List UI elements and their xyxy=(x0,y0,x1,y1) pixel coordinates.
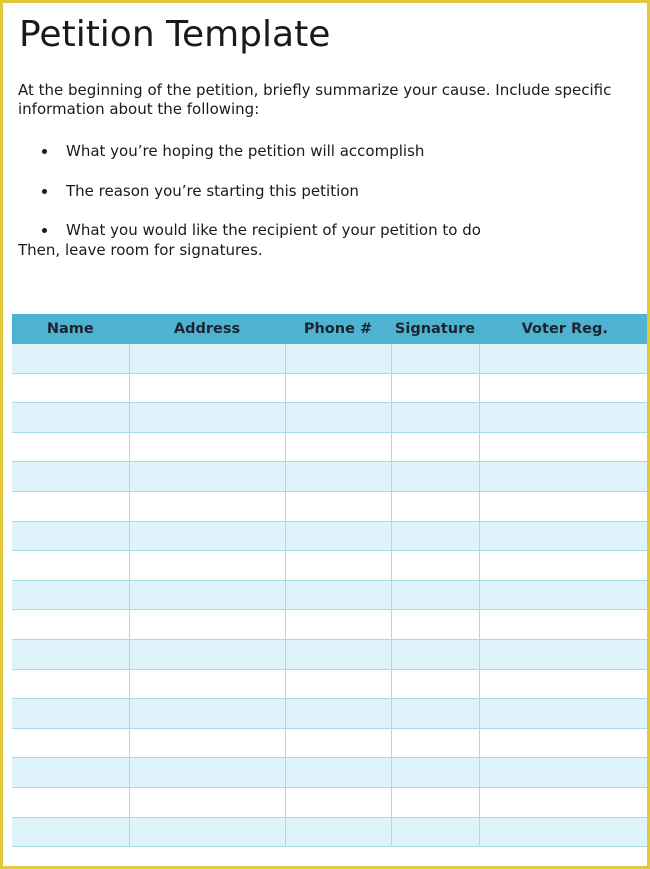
table-cell[interactable] xyxy=(285,551,391,581)
closing-text: Then, leave room for signatures. xyxy=(18,241,263,259)
table-row xyxy=(12,373,650,403)
table-cell[interactable] xyxy=(285,491,391,521)
table-cell[interactable] xyxy=(391,403,479,433)
table-cell[interactable] xyxy=(12,344,129,373)
table-cell[interactable] xyxy=(479,699,650,729)
table-cell[interactable] xyxy=(391,432,479,462)
column-header-voter-reg: Voter Reg. xyxy=(479,314,650,344)
table-cell[interactable] xyxy=(479,551,650,581)
list-item xyxy=(18,181,638,201)
bullet-icon xyxy=(42,149,47,154)
table-row xyxy=(12,432,650,462)
table-cell[interactable] xyxy=(285,817,391,847)
signature-rows xyxy=(12,344,650,847)
table-cell[interactable] xyxy=(479,491,650,521)
table-cell[interactable] xyxy=(479,758,650,788)
table-cell[interactable] xyxy=(285,344,391,373)
table-cell[interactable] xyxy=(479,787,650,817)
table-cell[interactable] xyxy=(12,817,129,847)
table-cell[interactable] xyxy=(129,728,285,758)
page-title: Petition Template xyxy=(19,14,331,55)
table-row xyxy=(12,491,650,521)
table-cell[interactable] xyxy=(479,580,650,610)
table-cell[interactable] xyxy=(129,373,285,403)
table-cell[interactable] xyxy=(391,787,479,817)
table-cell[interactable] xyxy=(285,580,391,610)
table-cell[interactable] xyxy=(391,491,479,521)
table-cell[interactable] xyxy=(285,403,391,433)
table-cell[interactable] xyxy=(391,728,479,758)
table-cell[interactable] xyxy=(129,491,285,521)
table-cell[interactable] xyxy=(391,551,479,581)
table-row xyxy=(12,344,650,373)
table-cell[interactable] xyxy=(129,432,285,462)
list-item-text: What you’re hoping the petition will accomplish xyxy=(66,142,425,160)
table-cell[interactable] xyxy=(285,787,391,817)
bullet-icon xyxy=(42,228,47,233)
table-cell[interactable] xyxy=(129,551,285,581)
table-cell[interactable] xyxy=(12,787,129,817)
table-cell[interactable] xyxy=(391,344,479,373)
table-cell[interactable] xyxy=(285,462,391,492)
table-cell[interactable] xyxy=(12,521,129,551)
table-cell[interactable] xyxy=(129,462,285,492)
table-cell[interactable] xyxy=(391,817,479,847)
table-cell[interactable] xyxy=(391,521,479,551)
instruction-list xyxy=(18,141,638,240)
table-cell[interactable] xyxy=(129,817,285,847)
table-cell[interactable] xyxy=(12,610,129,640)
table-row xyxy=(12,669,650,699)
table-cell[interactable] xyxy=(285,758,391,788)
table-row xyxy=(12,699,650,729)
table-cell[interactable] xyxy=(12,373,129,403)
table-cell[interactable] xyxy=(129,669,285,699)
list-item xyxy=(18,220,638,240)
list-item-text: The reason you’re starting this petition xyxy=(66,181,359,200)
table-cell[interactable] xyxy=(129,403,285,433)
signature-table xyxy=(12,314,650,847)
table-cell[interactable] xyxy=(391,580,479,610)
table-cell[interactable] xyxy=(479,373,650,403)
table-row xyxy=(12,758,650,788)
table-cell[interactable] xyxy=(12,580,129,610)
table-row xyxy=(12,639,650,669)
intro-paragraph: At the beginning of the petition, briefly summarize your cause. Include specific information about the following: xyxy=(18,81,612,118)
table-cell[interactable] xyxy=(391,462,479,492)
table-cell[interactable] xyxy=(479,728,650,758)
column-header-name: Name xyxy=(12,314,129,344)
table-cell[interactable] xyxy=(12,639,129,669)
table-cell[interactable] xyxy=(391,669,479,699)
table-row xyxy=(12,403,650,433)
table-cell[interactable] xyxy=(129,639,285,669)
table-cell[interactable] xyxy=(12,728,129,758)
table-cell[interactable] xyxy=(12,758,129,788)
table-cell[interactable] xyxy=(129,580,285,610)
table-cell[interactable] xyxy=(12,551,129,581)
table-cell[interactable] xyxy=(12,462,129,492)
table-cell[interactable] xyxy=(129,758,285,788)
table-cell[interactable] xyxy=(12,432,129,462)
table-cell[interactable] xyxy=(391,639,479,669)
table-header-row xyxy=(12,314,650,344)
table-row xyxy=(12,551,650,581)
table-cell[interactable] xyxy=(285,373,391,403)
table-row xyxy=(12,610,650,640)
column-header-phone: Phone # xyxy=(285,314,391,344)
table-cell[interactable] xyxy=(479,462,650,492)
table-cell[interactable] xyxy=(285,728,391,758)
table-cell[interactable] xyxy=(479,403,650,433)
table-cell[interactable] xyxy=(129,699,285,729)
table-row xyxy=(12,728,650,758)
table-cell[interactable] xyxy=(479,817,650,847)
table-cell[interactable] xyxy=(479,669,650,699)
table-cell[interactable] xyxy=(479,432,650,462)
column-header-signature: Signature xyxy=(391,314,479,344)
table-cell[interactable] xyxy=(12,699,129,729)
table-cell[interactable] xyxy=(285,432,391,462)
table-cell[interactable] xyxy=(479,521,650,551)
table-cell[interactable] xyxy=(129,610,285,640)
table-row xyxy=(12,787,650,817)
bullet-icon xyxy=(42,189,47,194)
table-cell[interactable] xyxy=(129,344,285,373)
table-cell[interactable] xyxy=(391,610,479,640)
table-row xyxy=(12,462,650,492)
table-cell[interactable] xyxy=(391,758,479,788)
list-item xyxy=(18,141,638,161)
table-row xyxy=(12,521,650,551)
table-cell[interactable] xyxy=(12,669,129,699)
table-cell[interactable] xyxy=(285,669,391,699)
table-cell[interactable] xyxy=(129,787,285,817)
table-cell[interactable] xyxy=(129,521,285,551)
table-cell[interactable] xyxy=(285,610,391,640)
table-cell[interactable] xyxy=(391,699,479,729)
table-cell[interactable] xyxy=(285,699,391,729)
table-cell[interactable] xyxy=(12,491,129,521)
table-row xyxy=(12,580,650,610)
table-row xyxy=(12,817,650,847)
column-header-address: Address xyxy=(129,314,285,344)
table-cell[interactable] xyxy=(285,521,391,551)
table-cell[interactable] xyxy=(285,639,391,669)
table-cell[interactable] xyxy=(12,403,129,433)
table-cell[interactable] xyxy=(479,344,650,373)
table-cell[interactable] xyxy=(391,373,479,403)
list-item-text: What you would like the recipient of your petition to do xyxy=(66,221,481,239)
table-cell[interactable] xyxy=(479,610,650,640)
table-cell[interactable] xyxy=(479,639,650,669)
